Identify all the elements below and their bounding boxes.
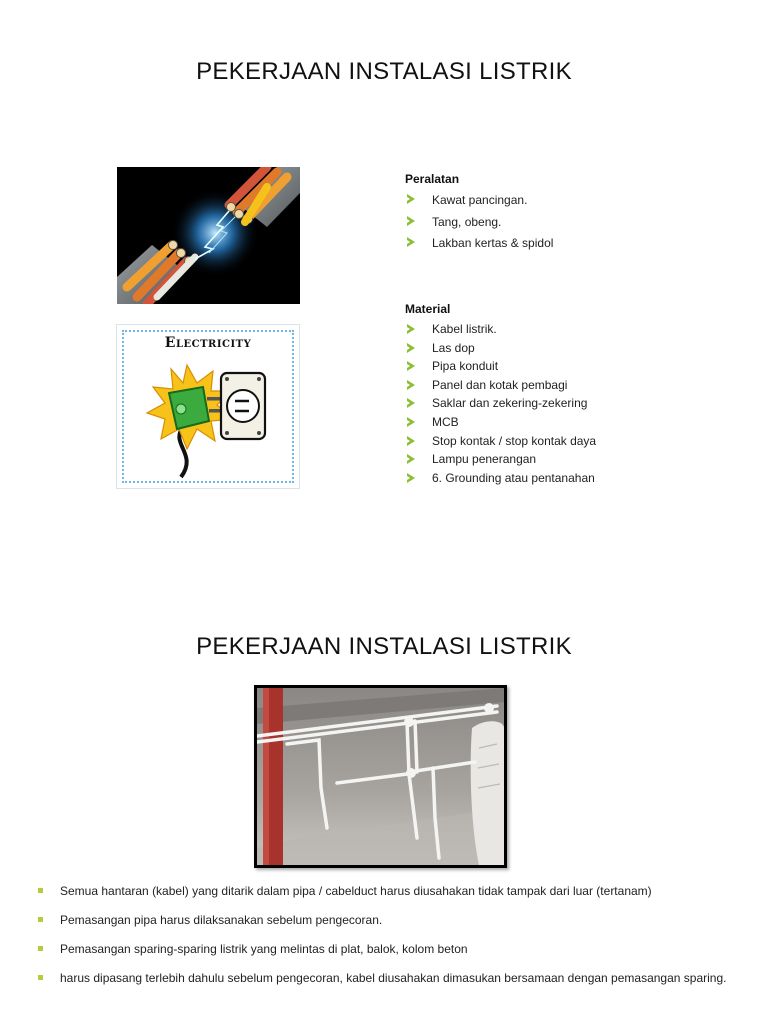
list-item-text: harus dipasang terlebih dahulu sebelum pengecoran, kabel diusahakan dimasukan bersamaan dengan pemasangan sparing. [60, 971, 727, 985]
list-item [405, 233, 553, 255]
list-item-text: Las dop [432, 340, 475, 355]
list-item-text: Saklar dan zekering-zekering [432, 396, 588, 411]
material-section [405, 302, 596, 487]
list-item [405, 394, 596, 413]
wires-spark-illustration [117, 167, 300, 304]
square-bullet-icon [38, 975, 43, 980]
clipart-label: Electricity [164, 335, 252, 351]
list-item [405, 469, 596, 488]
list-item-text: Stop kontak / stop kontak daya [432, 433, 597, 448]
slide2-title: PEKERJAAN INSTALASI LISTRIK [196, 633, 572, 660]
arrow-bullet-icon [407, 324, 415, 334]
list-item [36, 967, 736, 989]
square-bullet-icon [38, 917, 43, 922]
electricity-clipart [116, 324, 300, 489]
list-item [405, 376, 596, 395]
list-item-text: Kabel listrik. [432, 322, 497, 336]
slide1-title: PEKERJAAN INSTALASI LISTRIK [196, 58, 572, 85]
conduit-installation-photo [254, 685, 507, 868]
list-item [36, 909, 736, 931]
material-list [405, 320, 596, 487]
list-item-text: Lampu penerangan [432, 452, 537, 467]
arrow-bullet-icon [407, 380, 415, 390]
list-item [36, 880, 736, 902]
list-item [405, 357, 596, 376]
list-item-text: Kawat pancingan. [432, 193, 528, 207]
arrow-bullet-icon [407, 216, 415, 226]
list-item-text: Lakban kertas & spidol [432, 236, 554, 250]
slide2-bullet-list [36, 880, 736, 996]
list-item [405, 413, 596, 432]
arrow-bullet-icon [407, 436, 415, 446]
peralatan-section [405, 172, 553, 255]
list-item [405, 339, 596, 358]
list-item [405, 432, 596, 451]
square-bullet-icon [38, 946, 43, 951]
arrow-bullet-icon [407, 361, 415, 371]
list-item [36, 938, 736, 960]
arrow-bullet-icon [407, 398, 415, 408]
arrow-bullet-icon [407, 473, 415, 483]
list-item-text: Tang, obeng. [432, 214, 502, 229]
arrow-bullet-icon [407, 194, 415, 204]
arrow-bullet-icon [407, 343, 415, 353]
list-item-text: Panel dan kotak pembagi [432, 377, 568, 392]
arrow-bullet-icon [407, 454, 415, 464]
list-item-text: Pemasangan sparing-sparing listrik yang melintas di plat, balok, kolom beton [60, 942, 468, 956]
list-item [405, 320, 596, 339]
arrow-bullet-icon [407, 237, 415, 247]
arrow-bullet-icon [407, 417, 415, 427]
ceiling-conduit-illustration [257, 688, 504, 865]
square-bullet-icon [38, 888, 43, 893]
list-item [405, 212, 553, 234]
list-item-text: Pemasangan pipa harus dilaksanakan sebelum pengecoran. [60, 913, 383, 927]
list-item [405, 450, 596, 469]
list-item-text: 6. Grounding atau pentanahan [432, 470, 595, 485]
list-item-text: Semua hantaran (kabel) yang ditarik dalam pipa / cabelduct harus diusahakan tidak tampak dari luar (tertanam) [60, 884, 652, 898]
list-item-text: Pipa konduit [432, 359, 499, 374]
material-heading: Material [405, 302, 451, 316]
peralatan-heading: Peralatan [405, 172, 460, 186]
list-item-text: MCB [432, 414, 459, 429]
peralatan-list [405, 190, 553, 255]
electric-wires-photo [117, 167, 300, 304]
list-item [405, 190, 553, 212]
plug-socket-illustration [117, 325, 299, 488]
